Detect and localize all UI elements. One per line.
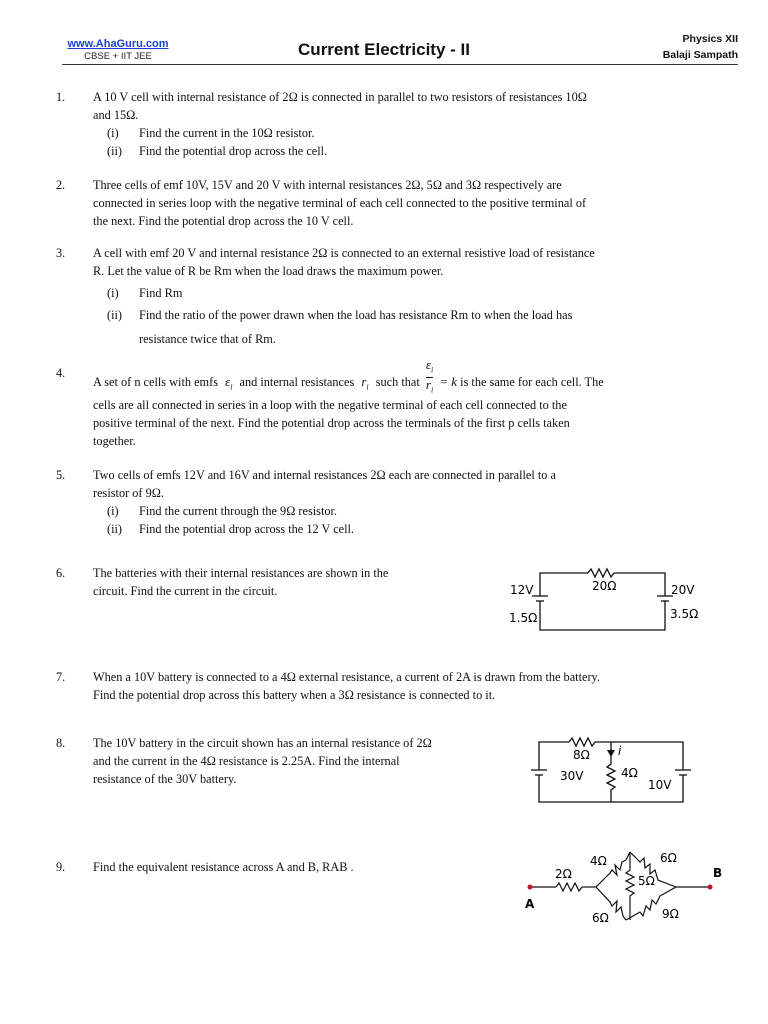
question-text: positive terminal of the next. Find the potential drop across the terminals of the first p cells taken [93, 416, 570, 430]
question-text: When a 10V battery is connected to a 4Ω external resistance, a current of 2A is drawn from the battery. [93, 670, 600, 684]
sub-question: (i) Find the current through the 9Ω resistor. [107, 504, 337, 518]
question-number: 4. [56, 366, 66, 380]
emf-label-20v: 20V [671, 583, 695, 597]
question-text: the next. Find the potential drop across the 10 V cell. [93, 214, 354, 228]
sub-question: (ii) Find the potential drop across the cell. [107, 144, 328, 158]
question-number: 5. [56, 468, 66, 482]
question-text: A cell with emf 20 V and internal resistance 2Ω is connected to an external resistive load of resistance [93, 246, 595, 260]
circuit-diagram-8 [525, 732, 695, 808]
terminal-label-a: A [525, 897, 535, 911]
emf-label-30v: 30V [560, 769, 584, 783]
question-text: resistor of 9Ω. [93, 486, 164, 500]
resistance-label-6-top: 6Ω [660, 851, 677, 865]
question-number: 2. [56, 178, 66, 192]
question-text: Find the equivalent resistance across A and B, RAB . [93, 860, 354, 874]
sub-question-cont: resistance twice that of Rm. [139, 332, 276, 346]
circuit-diagram-6 [500, 560, 715, 640]
question-text: and 15Ω. [93, 108, 139, 122]
question-number: 7. [56, 670, 66, 684]
question-text: R. Let the value of R be Rm when the load draws the maximum power. [93, 264, 444, 278]
author: Balaji Sampath [662, 49, 738, 61]
terminal-label-b: B [713, 866, 723, 880]
header-meta [663, 31, 738, 63]
question-text: Find the potential drop across this battery when a 3Ω resistance is connected to it. [93, 688, 496, 702]
emf-label-12v: 12V [510, 583, 534, 597]
resistance-label-6-bottom: 6Ω [592, 911, 609, 925]
question-text: Two cells of emfs 12V and 16V and internal resistances 2Ω each are connected in parallel to a [93, 468, 556, 482]
question-number: 8. [56, 736, 66, 750]
question-number: 3. [56, 246, 66, 260]
resistance-label-8: 8Ω [573, 748, 590, 762]
question-text: resistance of the 30V battery. [93, 772, 237, 786]
subject: Physics XII [682, 33, 738, 45]
question-text: A 10 V cell with internal resistance of 2Ω is connected in parallel to two resistors of resistances 10Ω [93, 90, 587, 104]
resistance-label-9: 9Ω [662, 907, 679, 921]
sub-question: (ii) Find the ratio of the power drawn when the load has resistance Rm to when the load has [107, 308, 573, 322]
circuit-diagram-9 [520, 840, 730, 930]
emf-label-10v: 10V [648, 778, 672, 792]
question-text: and the current in the 4Ω resistance is 2.25A. Find the internal [93, 754, 400, 768]
question-text: The batteries with their internal resistances are shown in the [93, 566, 389, 580]
question-text: cells are all connected in series in a loop with the negative terminal of each cell connected to the [93, 398, 567, 412]
sub-question: (i) Find Rm [107, 286, 183, 300]
question-number: 6. [56, 566, 66, 580]
resistance-label-3-5: 3.5Ω [670, 607, 699, 621]
resistance-label-1-5: 1.5Ω [509, 611, 538, 625]
resistance-label-5: 5Ω [638, 874, 655, 888]
question-text: Three cells of emf 10V, 15V and 20 V with internal resistances 2Ω, 5Ω and 3Ω respectively are [93, 178, 562, 192]
question-text: The 10V battery in the circuit shown has an internal resistance of 2Ω [93, 736, 432, 750]
question-number: 9. [56, 860, 66, 874]
sub-question: (ii) Find the potential drop across the 12 V cell. [107, 522, 355, 536]
question-text: connected in series loop with the negative terminal of each cell connected to the positive terminal of [93, 196, 587, 210]
tagline: CBSE + IIT JEE [84, 51, 152, 62]
resistance-label-4: 4Ω [590, 854, 607, 868]
sub-question: (i) Find the current in the 10Ω resistor. [107, 126, 315, 140]
site-link[interactable]: www.AhaGuru.com [67, 38, 169, 50]
page-title: Current Electricity - II [298, 40, 470, 59]
resistance-label-2: 2Ω [555, 867, 572, 881]
resistance-label-20: 20Ω [592, 579, 617, 593]
question-number: 1. [56, 90, 66, 104]
resistance-label-4: 4Ω [621, 766, 638, 780]
question-text-line: A set of n cells with emfs $\varepsilon_i$ and internal resistances $r_i$ such that $\frac{\varepsilon_i}{r_i}$ = k is the same for each cell. The [93, 357, 604, 395]
question-text: together. [93, 434, 136, 448]
current-label-i: i [618, 744, 622, 758]
header-divider [62, 64, 738, 65]
question-text: circuit. Find the current in the circuit. [93, 584, 278, 598]
